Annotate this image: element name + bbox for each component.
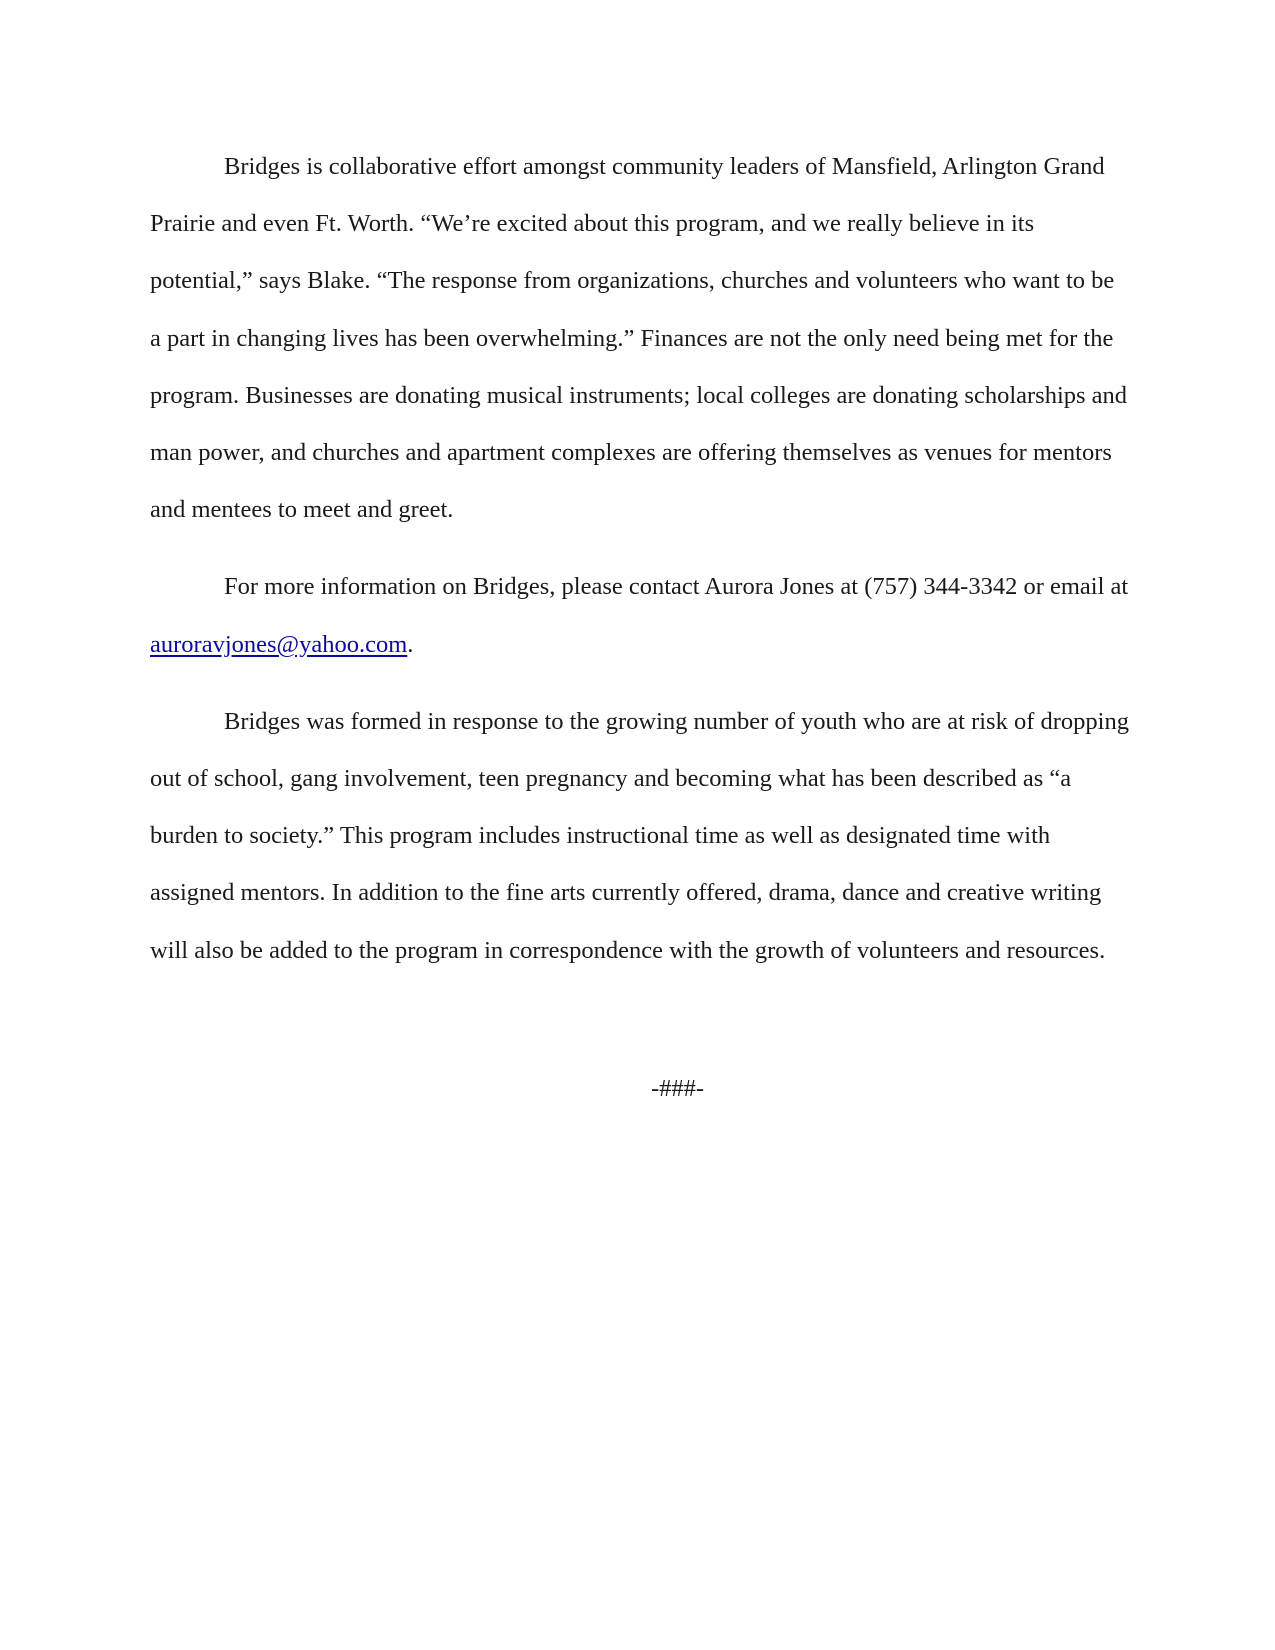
paragraph-bridges-formation: Bridges was formed in response to the growing number of youth who are at risk of dropping out of school, gang involvement, teen pregnancy and becoming what has been described as “a burden to society.” This program includes instructional time as well as designated time with assigned mentors. In addition to the fine arts currently offered, drama, dance and creative writing will also be added to the program in correspondence with the growth of volunteers and resources. <box>150 707 1129 964</box>
email-link[interactable]: auroravjones@yahoo.com <box>150 630 408 658</box>
paragraph-bridges-collaboration: Bridges is collaborative effort amongst community leaders of Mansfield, Arlington Grand Prairie and even Ft. Worth. “We’re excited about this program, and we really believe in its potential,” says Blake. “The response from organizations, churches and volunteers who want to be a part in changing lives has been overwhelming.” Finances are not the only need being met for the program. Businesses are donating musical instruments; local colleges are donating scholarships and man power, and churches and apartment complexes are offering themselves as venues for mentors and mentees to meet and greet. <box>150 153 1128 524</box>
paragraph-contact-info <box>150 558 1130 672</box>
contact-text-end: . <box>407 630 414 658</box>
end-of-release-mark: -###- <box>650 1075 705 1102</box>
document-body <box>150 138 1130 999</box>
contact-text: For more information on Bridges, please contact Aurora Jones at (757) 344-3342 or email at <box>224 573 1129 601</box>
